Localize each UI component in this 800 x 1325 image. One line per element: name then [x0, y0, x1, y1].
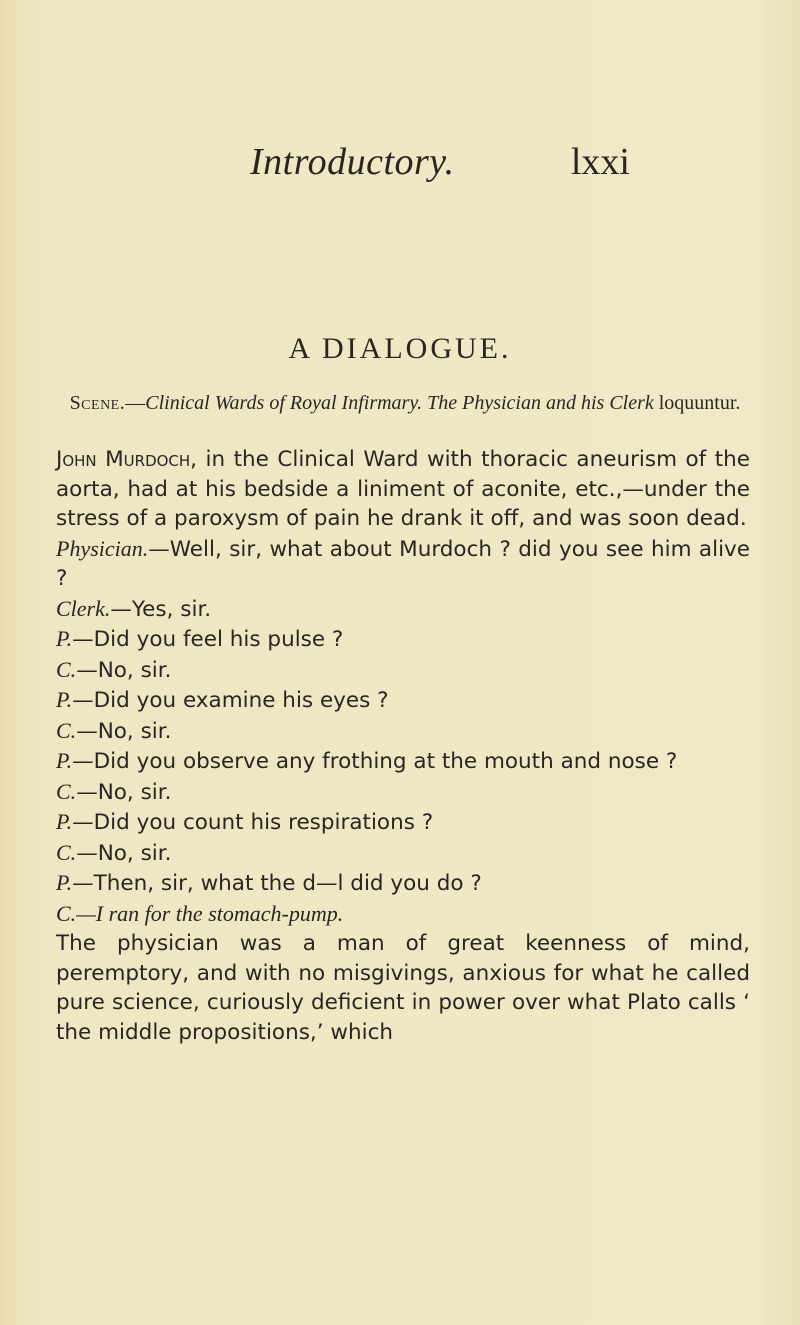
dialogue-line: [56, 716, 750, 747]
speaker: P.: [56, 748, 73, 773]
dialogue-line: [56, 838, 750, 869]
utterance: —Then, sir, what the d—l did you do ?: [72, 871, 482, 896]
dialogue-line: [56, 685, 750, 716]
dialogue-line: [56, 868, 750, 899]
speaker: C.: [56, 839, 77, 865]
utterance: —No, sir.: [76, 840, 172, 866]
closing-paragraph: The physician was a man of great keenness of mind, peremptory, and with no misgivings, anxious for what he called pure science, curiously deficient in power over what Plato calls ‘ the middle propositions,’ which: [56, 931, 750, 1045]
utterance: —Did you observe any frothing at the mouth and nose ?: [72, 749, 678, 774]
speaker: C.: [56, 900, 77, 926]
intro-paragraph: [56, 445, 750, 534]
scene-tail: loquuntur.: [653, 392, 741, 414]
scene-label: Scene.: [69, 392, 126, 414]
utterance: —Yes, sir.: [110, 596, 212, 622]
speaker: Clerk.: [56, 595, 111, 621]
page-number: lxxi: [570, 141, 630, 183]
scene-setting: Clinical Wards of Royal Infirmary. The Physician and his Clerk: [145, 392, 654, 414]
speaker: P.: [56, 809, 73, 834]
utterance: —No, sir.: [76, 779, 172, 805]
utterance: —Did you count his respirations ?: [72, 810, 434, 835]
speaker: P.: [56, 626, 73, 651]
scene-description: [60, 388, 750, 418]
running-header: [250, 140, 630, 190]
running-title: Introductory.: [250, 141, 455, 183]
intro-text: in the Clinical Ward with thoracic aneurism of the aorta, had at his bedside a liniment of aconite, etc.,—under the stress of a paroxysm of pain he drank it off, and was soon dead.: [56, 447, 750, 531]
dialogue-line: [56, 746, 750, 777]
dialogue-line: [56, 807, 750, 838]
speaker: C.: [56, 656, 77, 682]
utterance: —No, sir.: [76, 657, 172, 683]
body-text: [56, 445, 750, 1047]
dialogue-line: [56, 594, 750, 625]
dialogue-line: [56, 777, 750, 808]
utterance: —Did you examine his eyes ?: [72, 688, 389, 713]
dialogue-line: [56, 534, 750, 594]
speaker: C.: [56, 717, 77, 743]
speaker: P.: [56, 870, 73, 895]
patient-name: John Murdoch,: [56, 447, 198, 472]
utterance: —I ran for the stomach-pump.: [76, 900, 344, 926]
utterance: —Did you feel his pulse ?: [72, 627, 344, 652]
dialogue-line: [56, 655, 750, 686]
speaker: C.: [56, 778, 77, 804]
utterance: —No, sir.: [76, 718, 172, 744]
dialogue-line: [56, 624, 750, 655]
scene-dash: —: [125, 392, 146, 414]
speaker: Physician.: [56, 535, 149, 561]
section-heading: A DIALOGUE.: [288, 332, 512, 365]
speaker: P.: [56, 687, 73, 712]
utterance: —Well, sir, what about Murdoch ? did you see him alive ?: [56, 536, 750, 591]
dialogue-line: [56, 899, 750, 930]
